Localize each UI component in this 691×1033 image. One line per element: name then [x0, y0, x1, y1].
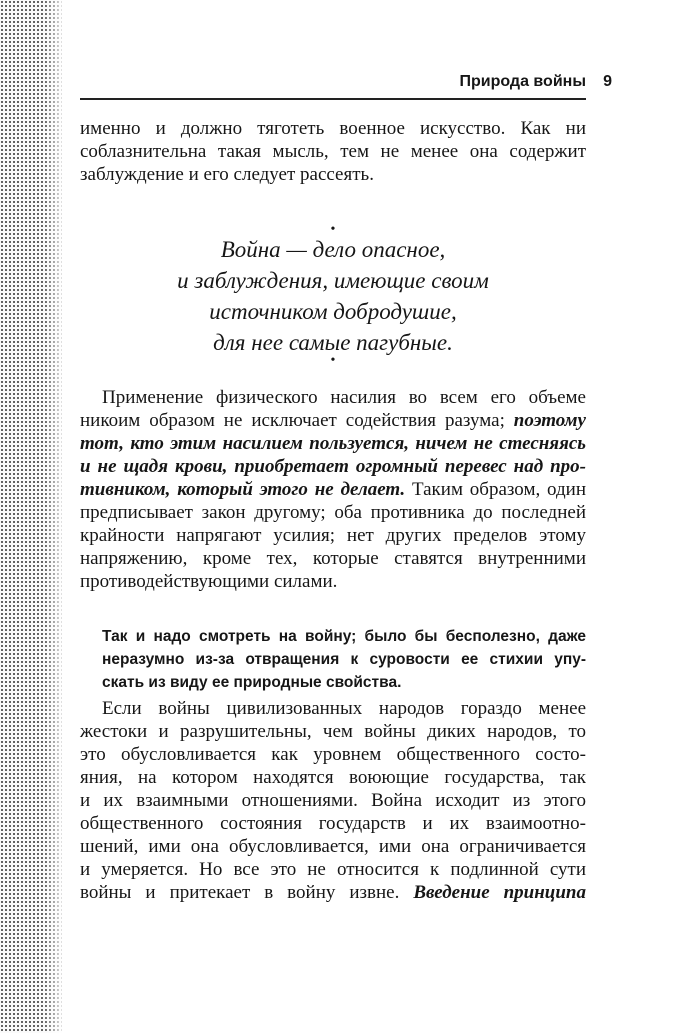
text-line: Применение физического насилия во всем его объеме	[102, 387, 586, 408]
text-line: напряжению, кроме тех, которые ставятся внутренними	[80, 548, 586, 569]
chapter-title: Природа войны	[459, 73, 586, 90]
text-line	[80, 478, 586, 501]
emphasis-line: тот, кто этим насилием пользуется, ничем не стесняясь	[80, 433, 586, 454]
header-rule	[80, 98, 586, 100]
paragraph-1	[80, 117, 586, 186]
emphasis-run: Введение принципа	[413, 882, 586, 903]
emphasis-run: поэтому	[513, 410, 586, 431]
quote-line: для нее самые пагубные.	[213, 330, 453, 355]
quote-line: и заблуждения, имеющие своим	[177, 268, 489, 293]
text-line: шений, ими она обусловливается, ими она ограничивается	[80, 836, 586, 857]
emphasis-line: и не щадя крови, приобретает огромный перевес над про-	[80, 456, 586, 477]
text-line	[80, 881, 586, 904]
text-line: заблуждение и его следует рассеять.	[80, 164, 374, 185]
epigraph-quote	[80, 234, 586, 358]
page-edge-fade	[44, 0, 66, 1033]
highlight-line: скать из виду ее природные свойства.	[102, 674, 402, 691]
paragraph-3	[80, 697, 586, 904]
emphasis-run: тивником, который этого не делает.	[80, 479, 406, 500]
text-line: крайности напрягают усилия; нет других пределов этому	[80, 525, 586, 546]
text-line	[80, 409, 586, 432]
quote-bullet-bottom: •	[330, 353, 336, 368]
highlight-line: Так и надо смотреть на войну; было бы бесполезно, даже	[102, 628, 586, 645]
quote-line: Война — дело опасное,	[220, 237, 446, 262]
text-line: это обусловливается как уровнем общественного состо-	[80, 744, 586, 765]
text-line: жестоки и разрушительны, чем войны диких народов, то	[80, 721, 586, 742]
text-line: противодействующими силами.	[80, 571, 338, 592]
text-line: Если войны цивилизованных народов гораздо менее	[102, 698, 586, 719]
text-line: предписывает закон другому; оба противника до последней	[80, 502, 586, 523]
text-run: Таким образом, один	[405, 479, 586, 500]
quote-line: источником добродушие,	[209, 299, 457, 324]
page-number: 9	[603, 73, 612, 90]
highlight-paragraph	[102, 625, 586, 694]
text-run: войны и притекает в войну извне.	[80, 882, 414, 903]
text-line: яния, на котором находятся воюющие государства, так	[80, 767, 586, 788]
text-line: соблазнительна такая мысль, тем не менее она содержит	[80, 141, 586, 162]
quote-bullet-top: •	[330, 222, 336, 237]
highlight-line: неразумно из-за отвращения к суровости ее стихии упу-	[102, 651, 586, 668]
text-line: именно и должно тяготеть военное искусство. Как ни	[80, 118, 586, 139]
paragraph-2	[80, 386, 586, 593]
text-run: никоим образом не исключает содействия разума;	[80, 410, 514, 431]
text-line: и их взаимными отношениями. Война исходит из этого	[80, 790, 586, 811]
text-line: общественного состояния государств и их взаимоотно-	[80, 813, 586, 834]
text-line: и умеряется. Но все это не относится к подлинной сути	[80, 859, 586, 880]
running-header	[80, 73, 612, 97]
